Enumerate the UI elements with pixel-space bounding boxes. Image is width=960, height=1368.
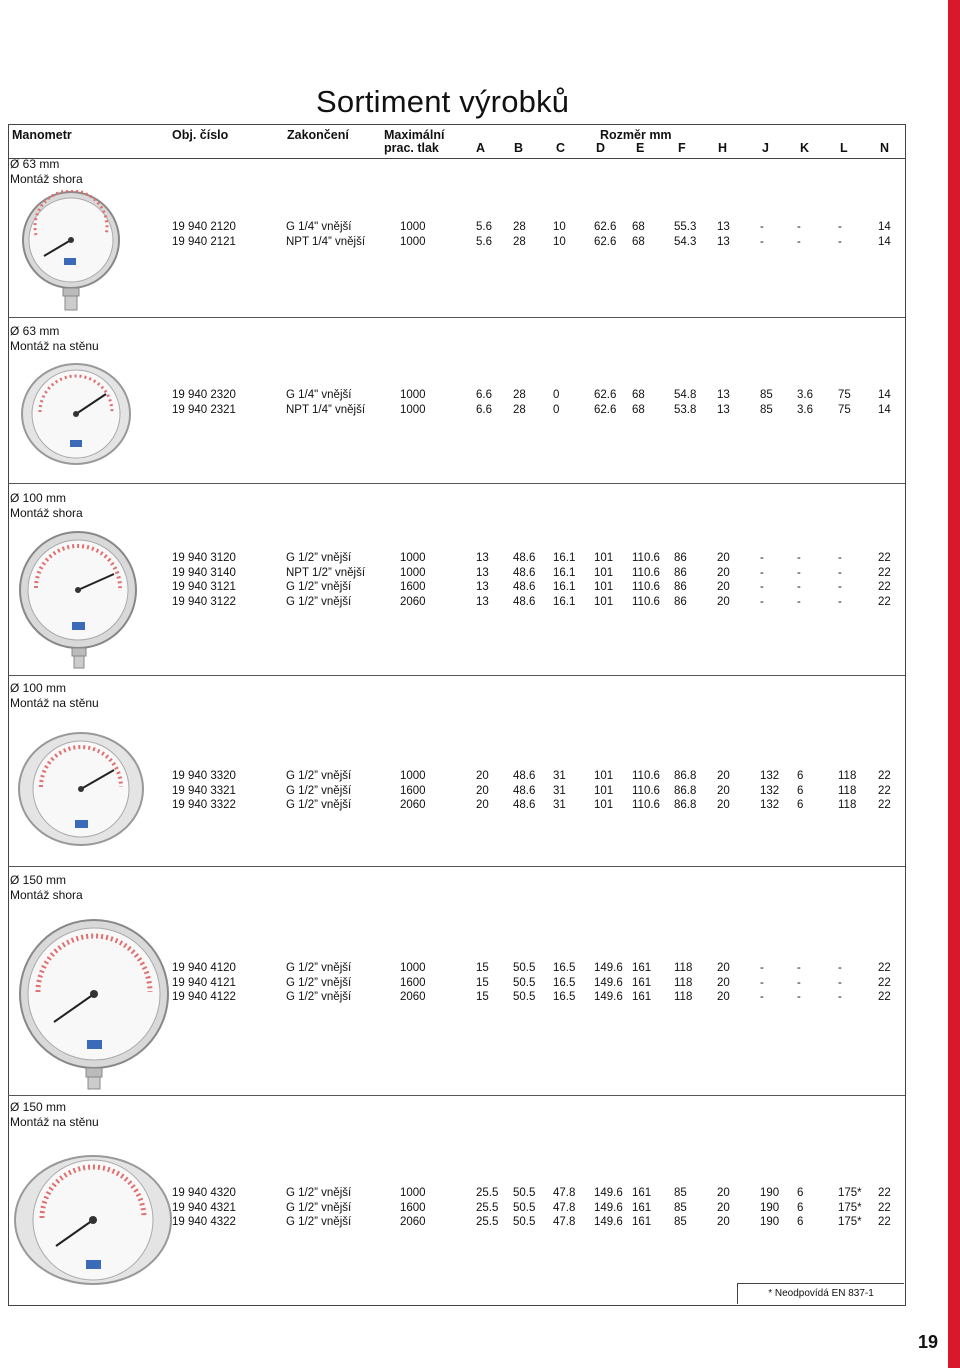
section-divider [8, 675, 905, 676]
cell-max-pressure: 1000 [400, 403, 426, 416]
cell-dim-h: 20 [717, 1187, 730, 1199]
section-diameter: Ø 63 mm [10, 157, 60, 171]
cell-dim-k: 6 [797, 1216, 804, 1228]
cell-order-no: 19 940 4322 [172, 1216, 236, 1228]
cell-dim-n: 14 [878, 235, 891, 248]
header-col-e: E [636, 141, 645, 155]
cell-connection: NPT 1/2” vnější [286, 566, 366, 579]
cell-dim-j: 190 [760, 1201, 780, 1214]
cell-dim-n: 22 [878, 581, 891, 593]
header-col-a: A [476, 141, 486, 155]
cell-order-no: 19 940 4120 [172, 962, 236, 974]
section-divider [8, 483, 905, 484]
cell-dim-n: 22 [878, 1201, 891, 1214]
header-col-n: N [880, 141, 890, 155]
cell-order-no: 19 940 3140 [172, 566, 236, 579]
section-mounting: Montáž na stěnu [10, 696, 99, 710]
cell-dim-j: - [760, 581, 764, 593]
cell-dim-a: 20 [476, 784, 489, 797]
cell-dim-k: - [797, 581, 801, 593]
cell-dim-j: 132 [760, 770, 780, 782]
cell-dim-f: 85 [674, 1216, 687, 1228]
cell-connection: G 1/4" vnější [286, 389, 352, 401]
cell-dim-a: 25.5 [476, 1201, 499, 1214]
section-title [10, 1100, 99, 1130]
cell-dim-d: 149.6 [594, 1201, 623, 1214]
cell-dim-l: - [838, 991, 842, 1003]
cell-dim-c: 16.5 [553, 991, 576, 1003]
cell-dim-b: 50.5 [513, 1216, 536, 1228]
cell-dim-e: 110.6 [632, 552, 660, 564]
cell-dim-k: 6 [797, 1187, 804, 1199]
cell-connection: G 1/2” vnější [286, 991, 352, 1003]
section-divider [8, 1095, 905, 1096]
cell-connection: G 1/4" vnější [286, 221, 352, 233]
cell-dim-b: 50.5 [513, 991, 536, 1003]
cell-dim-l: 75 [838, 403, 851, 416]
red-edge-bar [948, 0, 960, 1368]
cell-dim-d: 149.6 [594, 962, 623, 974]
cell-dim-e: 161 [632, 976, 652, 989]
header-col-l: L [840, 141, 848, 155]
cell-dim-n: 22 [878, 799, 891, 811]
cell-dim-f: 85 [674, 1187, 687, 1199]
cell-connection: G 1/2” vnější [286, 962, 352, 974]
cell-dim-e: 68 [632, 403, 645, 416]
cell-dim-k: - [797, 552, 801, 564]
cell-dim-f: 86.8 [674, 784, 697, 797]
cell-dim-d: 101 [594, 770, 614, 782]
cell-dim-b: 50.5 [513, 962, 536, 974]
cell-order-no: 19 940 2120 [172, 221, 236, 233]
cell-dim-j: 190 [760, 1187, 780, 1199]
cell-dim-c: 16.1 [553, 581, 576, 593]
cell-dim-c: 16.5 [553, 976, 576, 989]
cell-dim-c: 0 [553, 389, 560, 401]
cell-dim-k: 6 [797, 1201, 804, 1214]
cell-dim-k: 6 [797, 784, 804, 797]
cell-dim-n: 22 [878, 962, 891, 974]
section-divider [8, 866, 905, 867]
cell-dim-n: 22 [878, 1187, 891, 1199]
cell-dim-e: 161 [632, 991, 652, 1003]
cell-order-no: 19 940 3120 [172, 552, 236, 564]
cell-dim-k: 3.6 [797, 403, 813, 416]
cell-dim-j: - [760, 235, 764, 248]
cell-dim-b: 28 [513, 389, 526, 401]
cell-dim-d: 62.6 [594, 235, 617, 248]
cell-order-no: 19 940 3122 [172, 595, 236, 608]
header-max-line2: prac. tlak [384, 141, 439, 155]
cell-max-pressure: 1000 [400, 770, 426, 782]
cell-dim-j: - [760, 221, 764, 233]
cell-max-pressure: 2060 [400, 595, 426, 608]
cell-max-pressure: 1000 [400, 389, 426, 401]
cell-dim-c: 47.8 [553, 1201, 576, 1214]
cell-dim-a: 5.6 [476, 221, 492, 233]
table-row [0, 404, 905, 418]
cell-dim-e: 110.6 [632, 770, 660, 782]
cell-dim-n: 22 [878, 976, 891, 989]
cell-order-no: 19 940 3321 [172, 784, 236, 797]
gauge-150-bottom-illustration [14, 918, 174, 1090]
cell-dim-k: - [797, 221, 801, 233]
cell-dim-h: 20 [717, 1201, 730, 1214]
cell-dim-c: 16.5 [553, 962, 576, 974]
cell-order-no: 19 940 4121 [172, 976, 236, 989]
cell-dim-j: - [760, 595, 764, 608]
table-row [0, 236, 905, 250]
cell-dim-c: 47.8 [553, 1187, 576, 1199]
cell-connection: G 1/2” vnější [286, 595, 352, 608]
cell-dim-b: 48.6 [513, 581, 536, 593]
cell-max-pressure: 1600 [400, 784, 426, 797]
cell-dim-j: 132 [760, 799, 780, 811]
cell-dim-f: 86 [674, 581, 687, 593]
cell-dim-f: 118 [674, 962, 693, 974]
cell-dim-l: 118 [838, 784, 857, 797]
cell-dim-h: 20 [717, 581, 730, 593]
cell-dim-d: 62.6 [594, 389, 617, 401]
cell-dim-h: 13 [717, 221, 730, 233]
cell-dim-a: 25.5 [476, 1216, 499, 1228]
cell-order-no: 19 940 3322 [172, 799, 236, 811]
cell-order-no: 19 940 3121 [172, 581, 236, 593]
cell-dim-f: 86 [674, 595, 687, 608]
cell-dim-d: 101 [594, 581, 614, 593]
section-title [10, 157, 83, 187]
cell-max-pressure: 2060 [400, 799, 426, 811]
cell-dim-f: 55.3 [674, 221, 697, 233]
header-zakonceni: Zakončení [287, 128, 349, 142]
cell-connection: G 1/2” vnější [286, 1201, 352, 1214]
cell-dim-k: - [797, 962, 801, 974]
cell-dim-h: 13 [717, 235, 730, 248]
gauge-150-wall-illustration [12, 1150, 174, 1290]
section-title [10, 681, 99, 711]
cell-dim-f: 118 [674, 991, 693, 1003]
cell-dim-e: 161 [632, 962, 652, 974]
cell-dim-j: 132 [760, 784, 780, 797]
cell-dim-e: 161 [632, 1187, 652, 1199]
table-row [0, 389, 905, 403]
cell-dim-h: 20 [717, 595, 730, 608]
cell-dim-a: 25.5 [476, 1187, 499, 1199]
cell-connection: G 1/2” vnější [286, 770, 352, 782]
gauge-100-wall-illustration [16, 730, 146, 848]
section-mounting: Montáž shora [10, 506, 83, 520]
cell-dim-n: 14 [878, 403, 891, 416]
cell-dim-e: 161 [632, 1201, 652, 1214]
cell-order-no: 19 940 4122 [172, 991, 236, 1003]
cell-max-pressure: 1600 [400, 581, 426, 593]
cell-dim-b: 50.5 [513, 1201, 536, 1214]
cell-dim-f: 53.8 [674, 403, 697, 416]
cell-dim-e: 68 [632, 389, 645, 401]
cell-dim-k: 6 [797, 770, 804, 782]
cell-dim-d: 62.6 [594, 403, 617, 416]
cell-dim-h: 20 [717, 770, 730, 782]
cell-dim-b: 28 [513, 221, 526, 233]
cell-max-pressure: 1000 [400, 552, 426, 564]
cell-max-pressure: 1000 [400, 566, 426, 579]
cell-order-no: 19 940 2321 [172, 403, 236, 416]
cell-dim-c: 16.1 [553, 595, 576, 608]
cell-dim-l: - [838, 566, 842, 579]
cell-dim-e: 110.6 [632, 784, 660, 797]
cell-dim-a: 6.6 [476, 389, 492, 401]
section-mounting: Montáž shora [10, 888, 83, 902]
header-col-b: B [514, 141, 524, 155]
cell-dim-k: 3.6 [797, 389, 813, 401]
cell-dim-e: 110.6 [632, 799, 660, 811]
cell-dim-c: 31 [553, 784, 566, 797]
cell-dim-c: 16.1 [553, 566, 576, 579]
cell-dim-j: - [760, 552, 764, 564]
cell-dim-b: 48.6 [513, 595, 536, 608]
section-diameter: Ø 63 mm [10, 324, 60, 338]
cell-connection: G 1/2” vnější [286, 1187, 352, 1199]
cell-order-no: 19 940 4321 [172, 1201, 236, 1214]
cell-dim-l: 118 [838, 770, 857, 782]
gauge-100-bottom-illustration [14, 530, 142, 670]
cell-dim-n: 22 [878, 1216, 891, 1228]
cell-dim-k: - [797, 595, 801, 608]
cell-max-pressure: 1600 [400, 1201, 426, 1214]
cell-dim-a: 13 [476, 581, 489, 593]
section-title [10, 873, 83, 903]
cell-dim-n: 14 [878, 221, 891, 233]
cell-dim-b: 48.6 [513, 566, 536, 579]
section-mounting: Montáž na stěnu [10, 1115, 99, 1129]
cell-dim-d: 149.6 [594, 1187, 623, 1199]
cell-dim-e: 110.6 [632, 566, 660, 579]
cell-connection: G 1/2” vnější [286, 1216, 352, 1228]
section-mounting: Montáž na stěnu [10, 339, 99, 353]
cell-dim-l: 175* [838, 1201, 862, 1214]
cell-dim-l: 75 [838, 389, 851, 401]
cell-dim-j: - [760, 991, 764, 1003]
header-max-line1: Maximální [384, 128, 445, 142]
cell-dim-l: - [838, 581, 842, 593]
section-diameter: Ø 150 mm [10, 873, 67, 887]
section-diameter: Ø 100 mm [10, 681, 67, 695]
section-title [10, 324, 99, 354]
cell-dim-h: 20 [717, 799, 730, 811]
cell-dim-h: 20 [717, 566, 730, 579]
header-col-c: C [556, 141, 566, 155]
cell-dim-f: 85 [674, 1201, 687, 1214]
header-divider [8, 158, 905, 159]
cell-dim-a: 13 [476, 552, 489, 564]
cell-dim-l: - [838, 552, 842, 564]
cell-order-no: 19 940 3320 [172, 770, 236, 782]
cell-dim-h: 13 [717, 403, 730, 416]
cell-dim-j: 190 [760, 1216, 780, 1228]
cell-dim-d: 149.6 [594, 1216, 623, 1228]
cell-dim-k: - [797, 991, 801, 1003]
gauge-63-bottom-illustration [16, 190, 126, 315]
cell-dim-b: 28 [513, 235, 526, 248]
cell-dim-a: 20 [476, 770, 489, 782]
cell-dim-c: 47.8 [553, 1216, 576, 1228]
cell-dim-h: 20 [717, 991, 730, 1003]
cell-dim-f: 86 [674, 566, 687, 579]
cell-dim-l: 175* [838, 1187, 862, 1199]
cell-dim-k: - [797, 566, 801, 579]
section-mounting: Montáž shora [10, 172, 83, 186]
cell-dim-e: 110.6 [632, 595, 660, 608]
cell-dim-h: 20 [717, 784, 730, 797]
cell-dim-d: 62.6 [594, 221, 617, 233]
cell-dim-f: 54.8 [674, 389, 697, 401]
header-col-f: F [678, 141, 686, 155]
cell-dim-d: 149.6 [594, 976, 623, 989]
cell-connection: G 1/2” vnější [286, 799, 352, 811]
cell-dim-h: 20 [717, 1216, 730, 1228]
cell-dim-d: 101 [594, 566, 614, 579]
cell-dim-n: 22 [878, 595, 891, 608]
cell-dim-c: 10 [553, 221, 566, 233]
cell-dim-d: 101 [594, 595, 614, 608]
cell-dim-d: 149.6 [594, 991, 623, 1003]
header-col-h: H [718, 141, 728, 155]
cell-dim-h: 20 [717, 552, 730, 564]
page-number: 19 [918, 1332, 939, 1352]
cell-max-pressure: 1600 [400, 976, 426, 989]
section-diameter: Ø 150 mm [10, 1100, 67, 1114]
cell-connection: G 1/2” vnější [286, 581, 352, 593]
footnote: * Neodpovídá EN 837-1 [737, 1283, 904, 1304]
cell-dim-d: 101 [594, 799, 614, 811]
cell-connection: G 1/2” vnější [286, 784, 352, 797]
cell-dim-l: 175* [838, 1216, 862, 1228]
cell-max-pressure: 1000 [400, 962, 426, 974]
cell-dim-b: 48.6 [513, 552, 536, 564]
section-diameter: Ø 100 mm [10, 491, 67, 505]
cell-dim-f: 86.8 [674, 799, 697, 811]
cell-dim-f: 86 [674, 552, 687, 564]
cell-dim-n: 22 [878, 991, 891, 1003]
cell-dim-j: 85 [760, 403, 773, 416]
cell-dim-c: 16.1 [553, 552, 576, 564]
cell-dim-n: 22 [878, 770, 891, 782]
cell-dim-k: - [797, 235, 801, 248]
section-divider [8, 317, 905, 318]
cell-dim-l: - [838, 976, 842, 989]
cell-max-pressure: 2060 [400, 1216, 426, 1228]
header-rozmer: Rozměr mm [600, 128, 672, 142]
cell-dim-d: 101 [594, 784, 614, 797]
cell-dim-f: 86.8 [674, 770, 697, 782]
page-title: Sortiment výrobků [316, 84, 570, 119]
header-manometr: Manometr [12, 128, 72, 142]
cell-dim-c: 0 [553, 403, 560, 416]
cell-max-pressure: 1000 [400, 235, 426, 248]
cell-dim-b: 48.6 [513, 770, 536, 782]
cell-connection: G 1/2” vnější [286, 976, 352, 989]
cell-dim-j: 85 [760, 389, 773, 401]
cell-dim-b: 50.5 [513, 1187, 536, 1199]
cell-dim-j: - [760, 976, 764, 989]
cell-dim-b: 50.5 [513, 976, 536, 989]
header-col-j: J [762, 141, 769, 155]
cell-dim-e: 110.6 [632, 581, 660, 593]
cell-dim-a: 5.6 [476, 235, 492, 248]
cell-dim-d: 101 [594, 552, 614, 564]
cell-dim-l: - [838, 221, 842, 233]
gauge-63-wall-illustration [20, 362, 132, 466]
cell-dim-c: 10 [553, 235, 566, 248]
cell-max-pressure: 1000 [400, 221, 426, 233]
cell-max-pressure: 2060 [400, 991, 426, 1003]
table-row [0, 221, 905, 235]
cell-dim-a: 13 [476, 566, 489, 579]
cell-dim-k: - [797, 976, 801, 989]
cell-connection: NPT 1/4” vnější [286, 235, 366, 248]
cell-dim-c: 31 [553, 799, 566, 811]
cell-dim-a: 15 [476, 962, 489, 974]
cell-dim-a: 20 [476, 799, 489, 811]
cell-dim-b: 48.6 [513, 799, 536, 811]
cell-dim-b: 28 [513, 403, 526, 416]
product-table-frame [8, 124, 906, 1306]
cell-dim-e: 68 [632, 235, 645, 248]
cell-dim-a: 15 [476, 991, 489, 1003]
cell-dim-j: - [760, 962, 764, 974]
cell-dim-a: 13 [476, 595, 489, 608]
cell-dim-k: 6 [797, 799, 804, 811]
cell-dim-c: 31 [553, 770, 566, 782]
cell-max-pressure: 1000 [400, 1187, 426, 1199]
cell-dim-n: 14 [878, 389, 891, 401]
cell-dim-l: - [838, 962, 842, 974]
header-obj-cislo: Obj. číslo [172, 128, 229, 142]
cell-connection: G 1/2” vnější [286, 552, 352, 564]
cell-dim-b: 48.6 [513, 784, 536, 797]
cell-dim-f: 118 [674, 976, 693, 989]
cell-dim-l: - [838, 235, 842, 248]
cell-dim-n: 22 [878, 784, 891, 797]
cell-dim-l: 118 [838, 799, 857, 811]
cell-order-no: 19 940 4320 [172, 1187, 236, 1199]
cell-dim-j: - [760, 566, 764, 579]
cell-dim-h: 13 [717, 389, 730, 401]
header-col-d: D [596, 141, 606, 155]
cell-dim-a: 15 [476, 976, 489, 989]
cell-order-no: 19 940 2320 [172, 389, 236, 401]
cell-connection: NPT 1/4” vnější [286, 403, 366, 416]
cell-dim-n: 22 [878, 552, 891, 564]
cell-dim-l: - [838, 595, 842, 608]
cell-order-no: 19 940 2121 [172, 235, 236, 248]
cell-dim-e: 161 [632, 1216, 652, 1228]
cell-dim-a: 6.6 [476, 403, 492, 416]
cell-dim-h: 20 [717, 976, 730, 989]
section-title [10, 491, 83, 521]
header-col-k: K [800, 141, 810, 155]
cell-dim-h: 20 [717, 962, 730, 974]
cell-dim-f: 54.3 [674, 235, 697, 248]
cell-dim-n: 22 [878, 566, 891, 579]
cell-dim-e: 68 [632, 221, 645, 233]
